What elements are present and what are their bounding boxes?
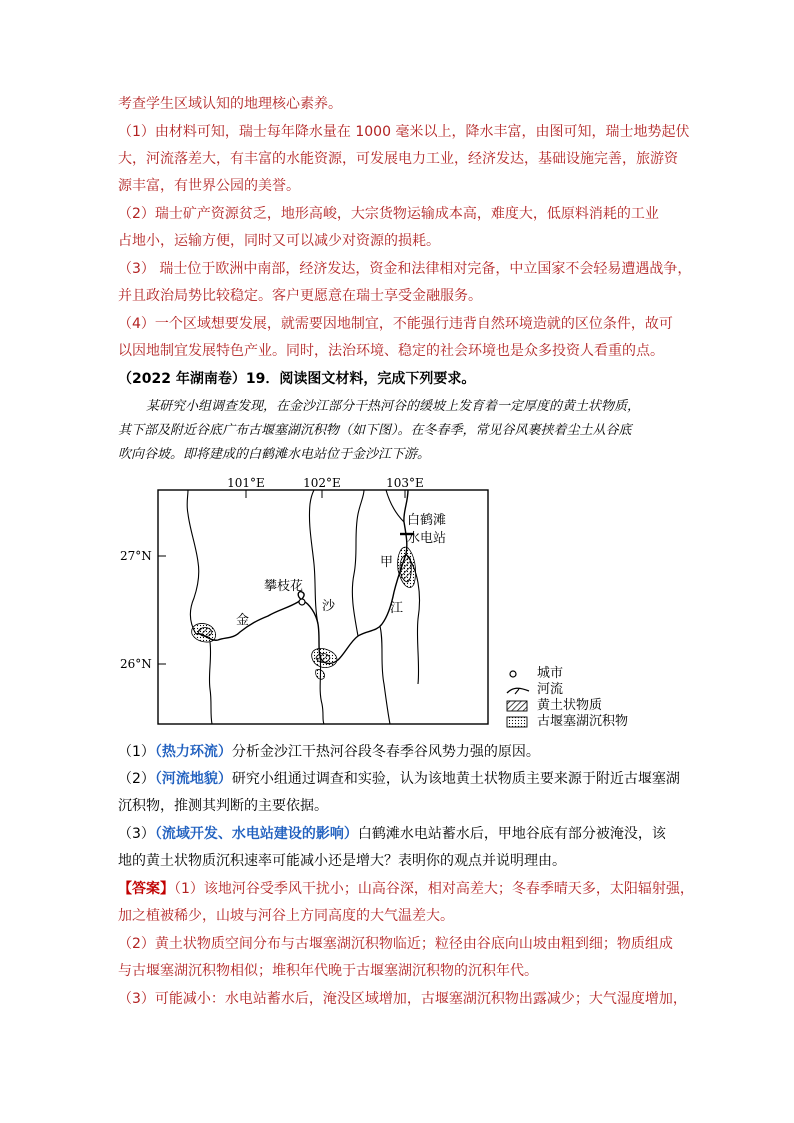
loess-deposit	[316, 654, 330, 663]
legend-loess	[505, 698, 628, 714]
answer-line-3: （2）黄土状物质空间分布与古堰塞湖沉积物临近；粒径由谷底向山坡由粗到细；物质组成	[118, 936, 673, 952]
river-icon	[505, 684, 531, 696]
question-2-line-2: 沉积物，推测其判断的主要依据。	[118, 798, 328, 814]
legend-city-label: 城市	[537, 666, 564, 681]
lon-label: 102°E	[303, 476, 341, 490]
tributary-river	[352, 490, 364, 636]
answer-1-line-1: （1）由材料可知，瑞士每年降水量在 1000 毫米以上，降水丰富，由图可知，瑞士地势起伏	[118, 124, 690, 140]
lon-label: 101°E	[227, 476, 265, 490]
question-3-line-1: （3）（流域开发、水电站建设的影响）白鹤滩水电站蓄水后，甲地谷底有部分被淹没，该	[118, 826, 666, 842]
answer-line-5: （3）可能减小：水电站蓄水后，淹没区域增加，古堰塞湖沉积物出露减少；大气湿度增加，	[118, 991, 687, 1007]
answer-2-line-2: 占地小，运输方便，同时又可以减少对资源的损耗。	[118, 233, 440, 249]
legend-river-label: 河流	[537, 682, 564, 697]
lake-deposit	[316, 670, 325, 680]
tributary-river	[386, 490, 404, 522]
tributary-river	[187, 490, 199, 634]
answer-3-line-1: （3） 瑞士位于欧洲中南部，经济发达，资金和法律相对完备，中立国家不会轻易遭遇战争，	[118, 261, 692, 277]
lake-deposit-icon	[505, 716, 531, 728]
question-1: （1）（热力环流）分析金沙江干热河谷段冬春季谷风势力强的原因。	[118, 744, 540, 760]
answer-line-1: 【答案】（1）该地河谷受季风干扰小；山高谷深，相对高差大；冬春季晴天多，太阳辐射强，	[118, 881, 694, 897]
loess-icon	[505, 700, 531, 712]
map-legend	[505, 666, 628, 730]
text-line: 考查学生区域认知的地理核心素养。	[118, 96, 342, 112]
lat-label: 26°N	[120, 657, 152, 671]
answer-line-4: 与古堰塞湖沉积物相似；堆积年代晚于古堰塞湖沉积物的沉积年代。	[118, 963, 538, 979]
legend-city	[505, 666, 628, 682]
intro-line-1: 某研究小组调查发现，在金沙江部分干热河谷的缓坡上发育着一定厚度的黄土状物质，	[146, 399, 641, 414]
lat-label: 27°N	[120, 549, 152, 563]
answer-1-line-3: 源丰富，有世界公园的美誉。	[118, 178, 300, 194]
question-19-header: （2022 年湖南卷）19．阅读图文材料，完成下列要求。	[118, 371, 476, 387]
city-label: 攀枝花	[264, 579, 304, 594]
answer-4-line-1: （4）一个区域想要发展，就需要因地制宜，不能强行违背自然环境造就的区位条件，故可	[118, 316, 673, 332]
city-marker	[299, 599, 305, 605]
question-3-line-2: 地的黄土状物质沉积速率可能减小还是增大？表明你的观点并说明理由。	[118, 853, 566, 869]
legend-lake-label: 古堰塞湖沉积物	[537, 714, 629, 729]
lon-label: 103°E	[386, 476, 424, 490]
tributary-river	[309, 490, 318, 624]
question-2-line-1: （2）（河流地貌）研究小组通过调查和实验，认为该地黄土状物质主要来源于附近古堰塞湖	[118, 771, 680, 787]
intro-line-3: 吹向谷坡。即将建成的白鹤滩水电站位于金沙江下游。	[118, 447, 431, 462]
city-icon	[505, 668, 531, 680]
answer-4-line-2: 以因地制宜发展特色产业。同时，法治环境、稳定的社会环境也是众多投资人看重的点。	[118, 343, 664, 359]
river-char-3: 江	[390, 601, 404, 616]
answer-3-line-2: 并且政治局势比较稳定。客户更愿意在瑞士享受金融服务。	[118, 288, 482, 304]
legend-lake	[505, 714, 628, 730]
answer-line-2: 加之植被稀少，山坡与河谷上方同高度的大气温差大。	[118, 908, 454, 924]
river-char-1: 金	[236, 613, 250, 628]
legend-loess-label: 黄土状物质	[537, 698, 603, 713]
answer-1-line-2: 大，河流落差大，有丰富的水能资源，可发展电力工业，经济发达，基础设施完善，旅游资	[118, 151, 678, 167]
station-label-2: 水电站	[407, 531, 447, 546]
tributary-river	[380, 626, 390, 724]
jia-label: 甲	[380, 555, 394, 570]
station-label-1: 白鹤滩	[407, 513, 447, 528]
jinsha-river	[196, 490, 408, 663]
legend-river	[505, 682, 628, 698]
answer-2-line-1: （2）瑞士矿产资源贫乏，地形高峻，大宗货物运输成本高，难度大，低原料消耗的工业	[118, 206, 659, 222]
tributary-river	[209, 642, 212, 724]
river-char-2: 沙	[322, 599, 336, 614]
intro-line-2: 其下部及附近谷底广布古堰塞湖沉积物（如下图）。在冬春季，常见谷风裹挟着尘土从谷底	[118, 423, 632, 438]
